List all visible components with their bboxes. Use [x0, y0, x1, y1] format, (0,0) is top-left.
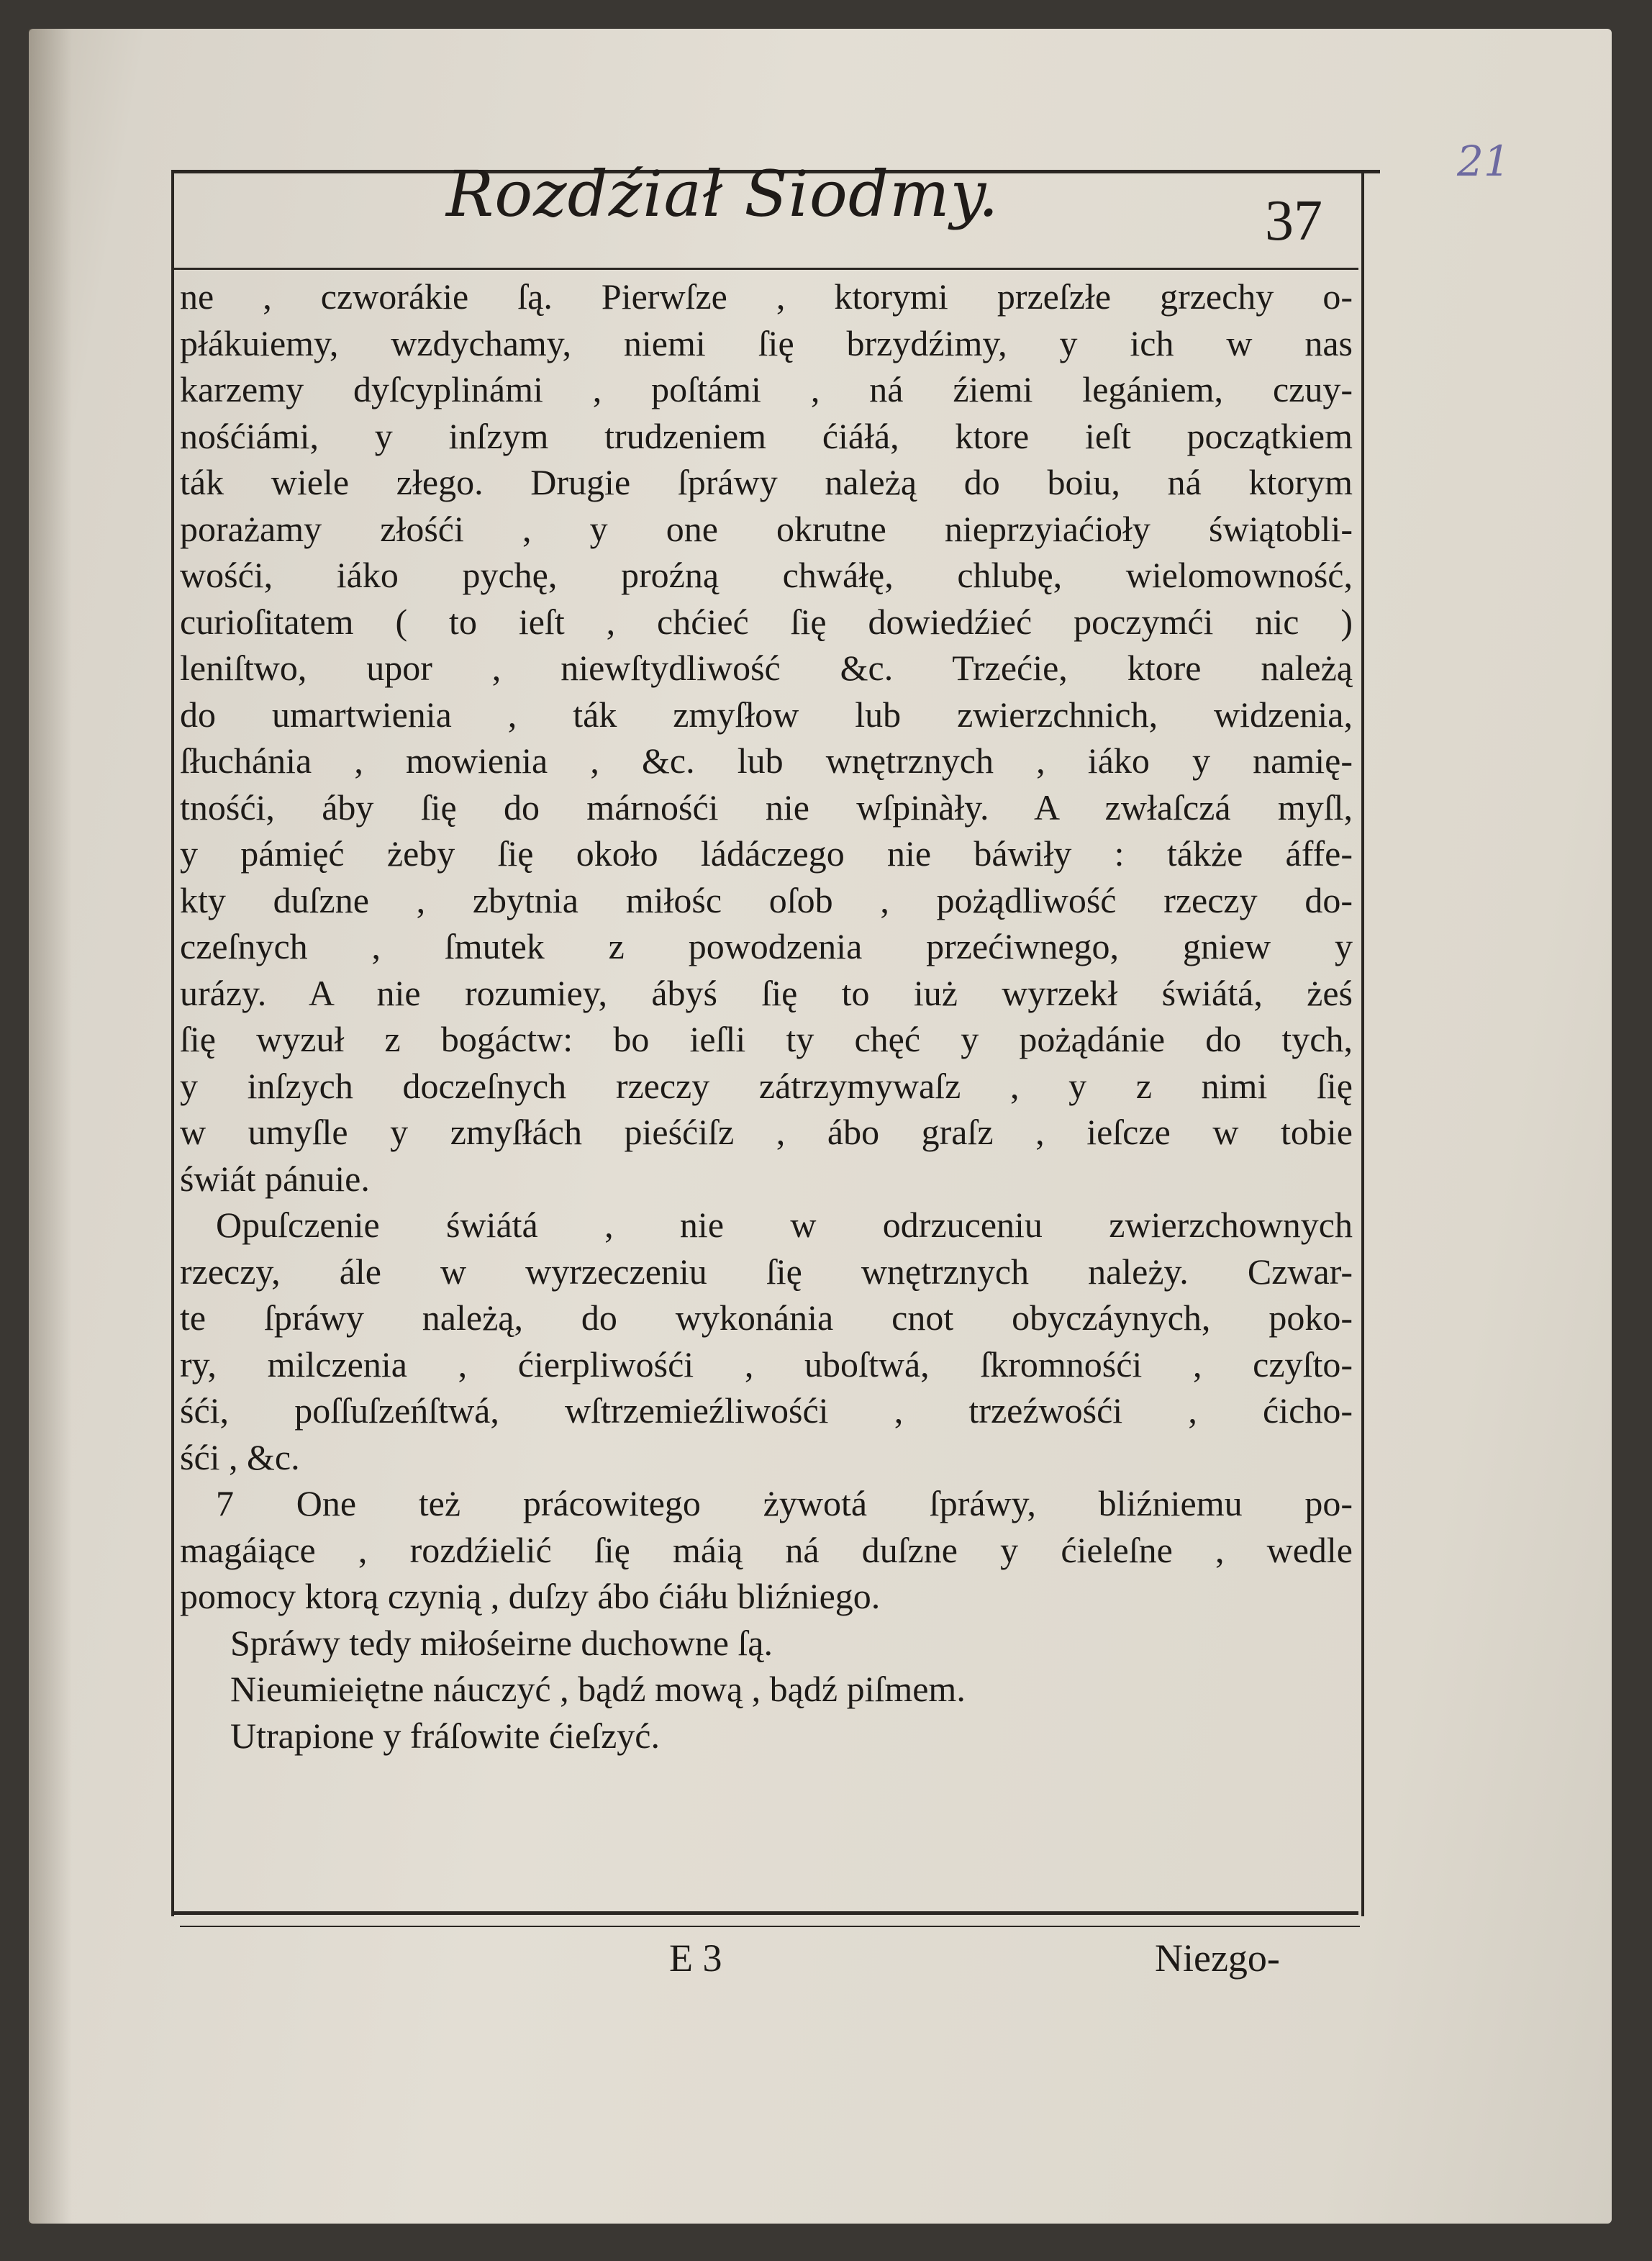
text-line: czeſnych , ſmutek z powodzenia przećiwnego, gniew y: [180, 926, 1353, 966]
bottom-rule-thin: [180, 1926, 1360, 1927]
body-text: [180, 273, 1353, 1759]
text-line: urázy. A nie rozumiey, ábyś ſię to iuż wyrzekł świátá, żeś: [180, 972, 1353, 1013]
text-line: pomocy ktorą czynią , duſzy ábo ćiáłu bliźniego.: [180, 1576, 881, 1616]
text-line: śći, poſſuſzeńſtwá, wſtrzemieźliwośći , trzeźwośći , ćicho-: [180, 1390, 1353, 1431]
text-line: ne , czworákie ſą. Pierwſze , ktorymi przeſzłe grzechy o-: [180, 276, 1353, 317]
text-line: ry, milczenia , ćierpliwośći , uboſtwá, ſkromnośći , czyſto-: [180, 1344, 1353, 1385]
text-line: karzemy dyſcyplinámi , poſtámi , ná źiemi legániem, czuy-: [180, 369, 1353, 409]
page-number: 37: [1265, 189, 1322, 253]
text-line: te ſpráwy należą, do wykonánia cnot obyczáynych, poko-: [180, 1297, 1353, 1338]
text-line: Utrapione y fráſowite ćieſzyć.: [230, 1715, 660, 1756]
text-line: Opuſczenie świátá , nie w odrzuceniu zwierzchownych: [216, 1205, 1353, 1245]
text-line: do umartwienia , ták zmyſłow lub zwierzchnich, widzenia,: [180, 694, 1353, 735]
text-line: nośćiámi, y inſzym trudzeniem ćiáłá, ktore ieſt początkiem: [180, 415, 1353, 456]
text-line: y pámięć żeby ſię około ládáczego nie báwiły : tákże áffe-: [180, 833, 1353, 874]
text-line: 7 One też prácowitego żywotá ſpráwy, bliźniemu po-: [216, 1483, 1353, 1523]
text-line: tnośći, áby ſię do márnośći nie wſpinàły. A zwłaſczá myſl,: [180, 787, 1353, 828]
text-line: Nieumieiętne náuczyć , bądź mową , bądź piſmem.: [230, 1669, 966, 1709]
pencil-folio-number: 21: [1457, 137, 1510, 186]
catchword: Niezgo-: [1155, 1936, 1280, 1980]
bottom-rule: [171, 1911, 1358, 1915]
text-line: y inſzych doczeſnych rzeczy zátrzymywaſz , y z nimi ſię: [180, 1065, 1353, 1106]
text-line: magáiące , rozdźielić ſię máią ná duſzne y ćieleſne , wedle: [180, 1529, 1353, 1570]
text-line: leniſtwo, upor , niewſtydliwość &c. Trzećie, ktore należą: [180, 648, 1353, 688]
running-title: Rozdźiał Siodmy.: [446, 157, 999, 231]
text-line: wośći, iáko pychę, proźną chwáłę, chlubę, wielomowność,: [180, 555, 1353, 595]
text-line: kty duſzne , zbytnia miłośc oſob , pożądliwość rzeczy do-: [180, 879, 1353, 920]
text-line: ták wiele złego. Drugie ſpráwy należą do boiu, ná ktorym: [180, 462, 1353, 502]
text-line: w umyſle y zmyſłách pieśćiſz , ábo graſz , ieſcze w tobie: [180, 1112, 1353, 1152]
text-line: ſię wyzuł z bogáctw: bo ieſli ty chęć y pożądánie do tych,: [180, 1019, 1353, 1059]
text-line: płákuiemy, wzdychamy, niemi ſię brzydźimy, y ich w nas: [180, 322, 1353, 363]
text-line: śći , &c.: [180, 1436, 300, 1477]
text-line: Spráwy tedy miłośeirne duchowne ſą.: [230, 1622, 773, 1663]
header-rule: [171, 268, 1358, 270]
text-line: porażamy złośći , y one okrutne nieprzyiaćioły świątobli-: [180, 508, 1353, 549]
text-line: rzeczy, ále w wyrzeczeniu ſię wnętrznych należy. Czwar-: [180, 1251, 1353, 1292]
text-line: curioſitatem ( to ieſt , chćieć ſię dowiedźieć poczymći nic ): [180, 601, 1353, 642]
signature-mark: E 3: [669, 1936, 722, 1980]
text-line: świát pánuie.: [180, 1158, 370, 1199]
text-line: ſłuchánia , mowienia , &c. lub wnętrznych , iáko y namię-: [180, 740, 1353, 781]
